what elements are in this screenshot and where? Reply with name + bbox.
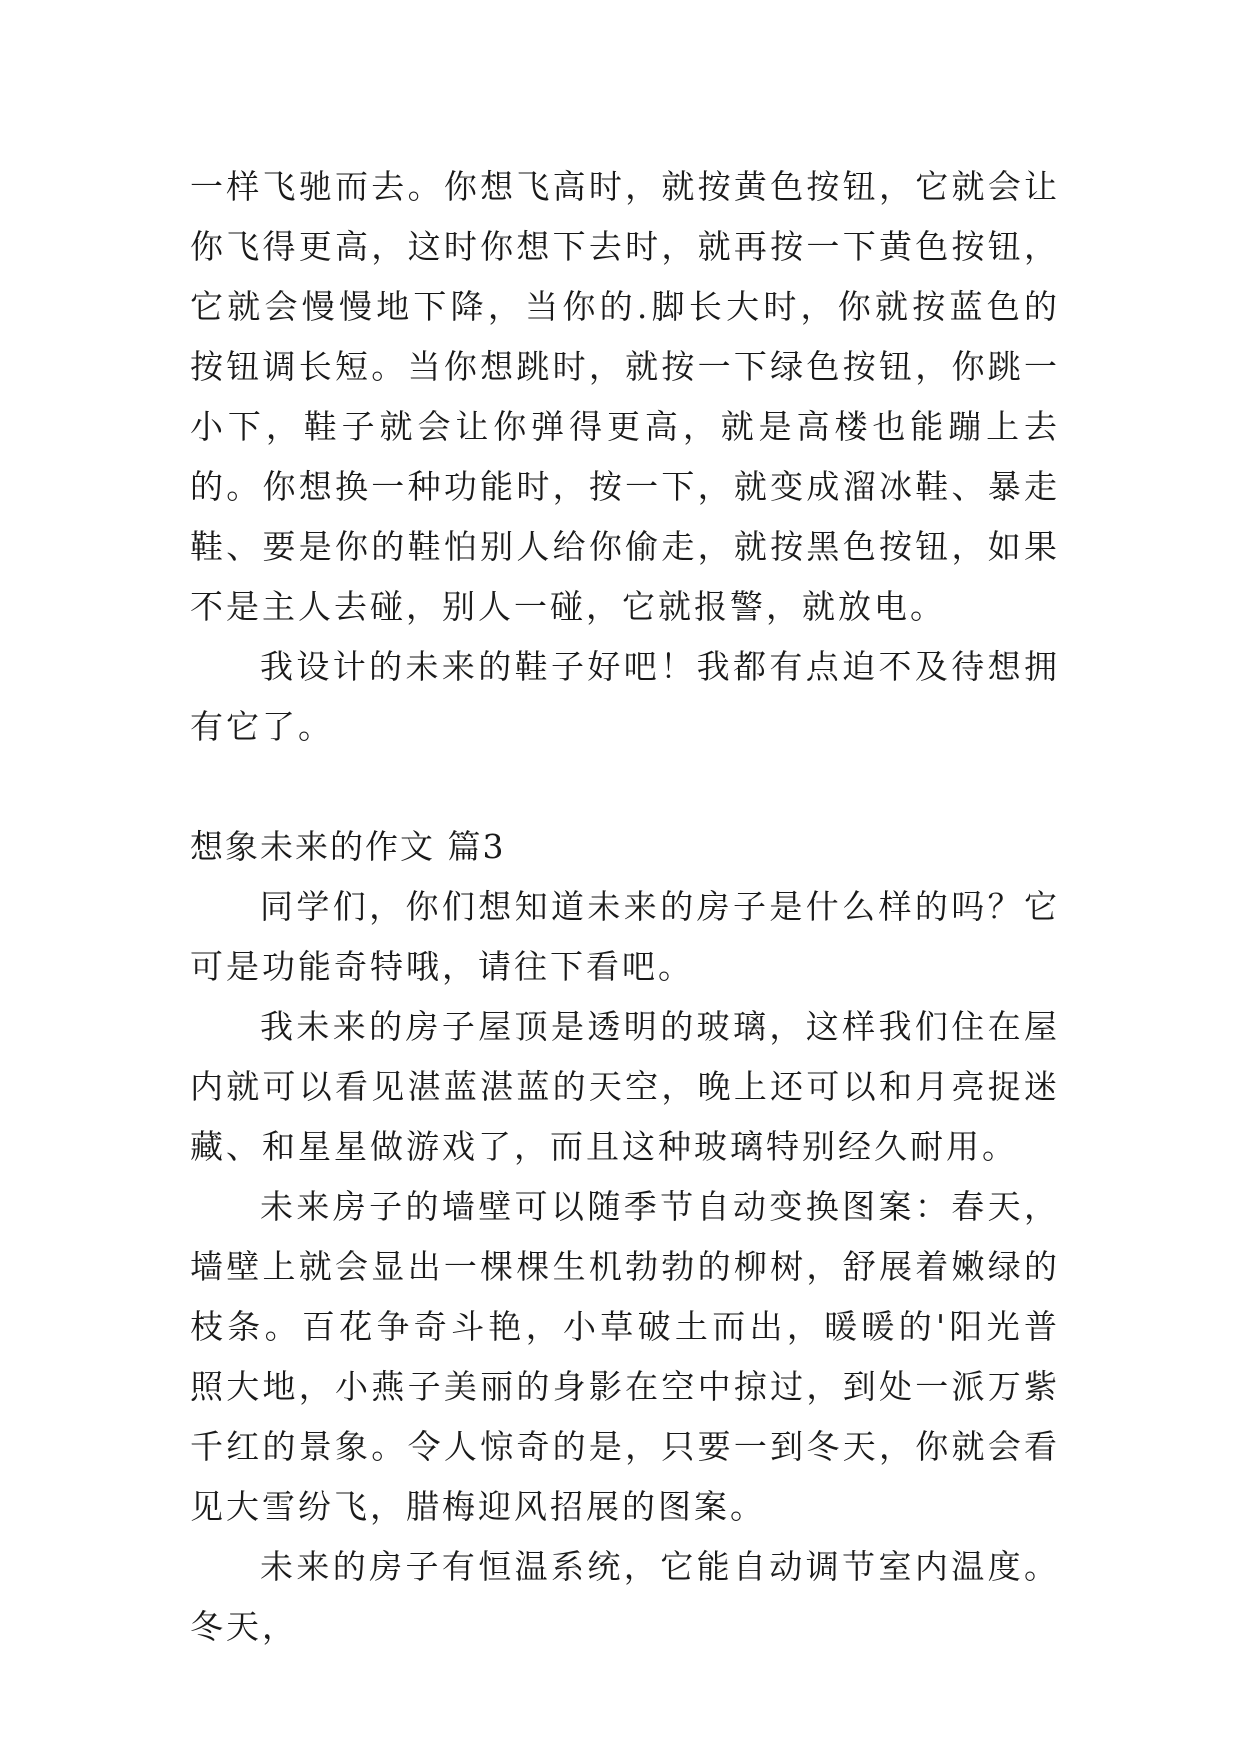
paragraph: 未来的房子有恒温系统，它能自动调节室内温度。冬天， <box>190 1547 1060 1646</box>
continued-paragraph: 一样飞驰而去。你想飞高时，就按黄色按钮，它就会让你飞得更高，这时你想下去时，就再按一下黄色按钮，它就会慢慢地下降，当你的.脚长大时，你就按蓝色的按钮调长短。当你想跳时，就按一下绿色按钮，你跳一小下，鞋子就会让你弹得更高，就是高楼也能蹦上去的。你想换一种功能时，按一下，就变成溜冰鞋、暴走鞋、要是你的鞋怕别人给你偷走，就按黑色按钮，如果不是主人去碰，别人一碰，它就报警，就放电。 <box>190 167 1060 626</box>
paragraph: 同学们，你们想知道未来的房子是什么样的吗？它可是功能奇特哦，请往下看吧。 <box>190 887 1060 986</box>
paragraph: 我未来的房子屋顶是透明的玻璃，这样我们住在屋内就可以看见湛蓝湛蓝的天空，晚上还可以和月亮捉迷藏、和星星做游戏了，而且这种玻璃特别经久耐用。 <box>190 1007 1060 1166</box>
document-body <box>190 157 1060 1657</box>
section-heading: 想象未来的作文 篇3 <box>190 827 506 866</box>
closing-paragraph: 我设计的未来的鞋子好吧！我都有点迫不及待想拥有它了。 <box>190 647 1060 746</box>
paragraph: 未来房子的墙壁可以随季节自动变换图案：春天，墙壁上就会显出一棵棵生机勃勃的柳树，舒展着嫩绿的枝条。百花争奇斗艳，小草破土而出，暖暖的'阳光普照大地，小燕子美丽的身影在空中掠过，到处一派万紫千红的景象。令人惊奇的是，只要一到冬天，你就会看见大雪纷飞，腊梅迎风招展的图案。 <box>190 1187 1060 1526</box>
